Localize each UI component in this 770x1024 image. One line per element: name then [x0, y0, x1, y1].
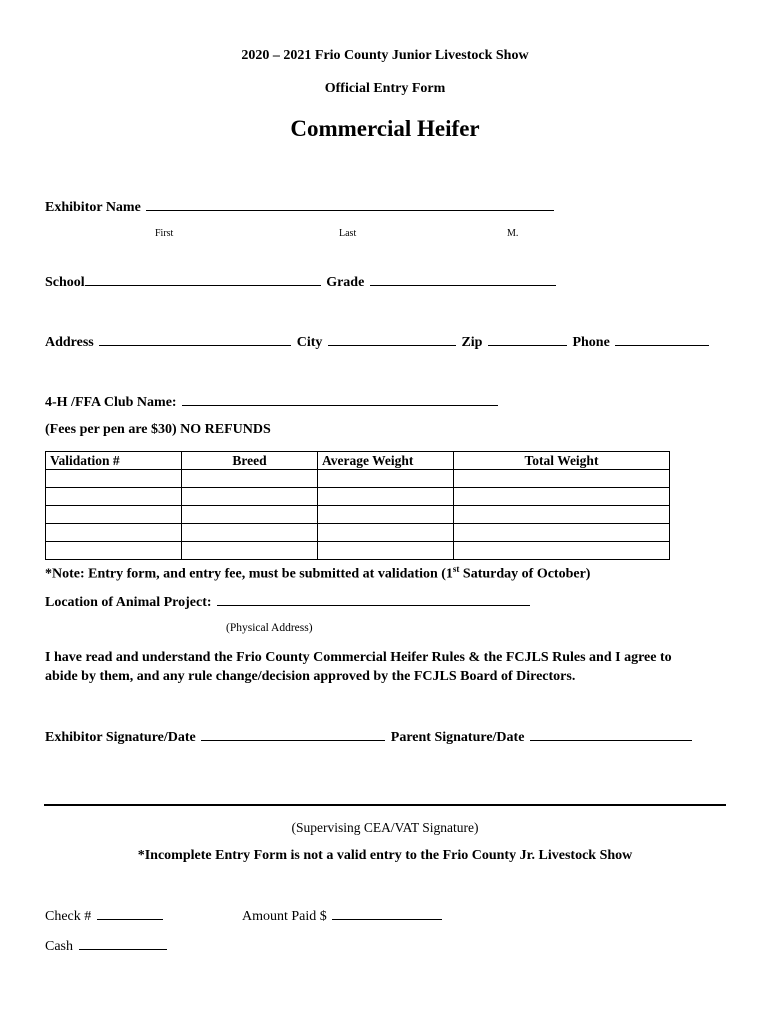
table-cell[interactable] [182, 524, 318, 542]
table-row [46, 542, 670, 560]
address-row [45, 333, 711, 351]
cash-row [45, 937, 169, 955]
table-cell[interactable] [182, 506, 318, 524]
supervisor-signature-line[interactable] [44, 804, 726, 806]
address-label: Address [45, 335, 94, 350]
table-cell[interactable] [454, 470, 670, 488]
table-cell[interactable] [46, 524, 182, 542]
table-header-row [46, 452, 670, 470]
school-field[interactable] [85, 273, 321, 286]
club-label: 4-H /FFA Club Name: [45, 395, 177, 410]
note-text-start: *Note: Entry form, and entry fee, must be submitted at validation (1 [45, 566, 453, 582]
table-row [46, 524, 670, 542]
agreement-line-1: I have read and understand the Frio County Commercial Heifer Rules & the FCJLS Rules and I agree to [45, 650, 672, 665]
first-name-caption: First [155, 228, 174, 239]
exhibitor-name-field[interactable] [146, 198, 554, 211]
location-label: Location of Animal Project: [45, 595, 212, 610]
table-cell[interactable] [46, 506, 182, 524]
location-field[interactable] [217, 593, 530, 606]
table-row [46, 488, 670, 506]
club-row [45, 393, 500, 411]
check-field[interactable] [97, 907, 163, 920]
amount-field[interactable] [332, 907, 442, 920]
note-text-end: Saturday of October) [459, 566, 591, 582]
phone-field[interactable] [615, 333, 709, 346]
school-grade-row [45, 273, 558, 291]
table-cell[interactable] [454, 542, 670, 560]
table-cell[interactable] [454, 506, 670, 524]
table-cell[interactable] [182, 488, 318, 506]
table-cell[interactable] [454, 524, 670, 542]
signature-row [45, 728, 694, 746]
table-row [46, 470, 670, 488]
agreement-line-2: abide by them, and any rule change/decision approved by the FCJLS Board of Directors. [45, 669, 576, 684]
exhibitor-name-row [45, 198, 556, 216]
club-field[interactable] [182, 393, 498, 406]
location-row [45, 593, 532, 611]
parent-signature-label: Parent Signature/Date [390, 730, 525, 745]
check-label: Check # [45, 909, 92, 924]
table-row [46, 506, 670, 524]
table-cell[interactable] [182, 470, 318, 488]
exhibitor-signature-label: Exhibitor Signature/Date [45, 730, 196, 745]
table-cell[interactable] [46, 470, 182, 488]
page-title: Commercial Heifer [290, 116, 480, 141]
grade-field[interactable] [370, 273, 556, 286]
col-total-weight: Total Weight [454, 452, 670, 470]
table-cell[interactable] [46, 488, 182, 506]
table-cell[interactable] [46, 542, 182, 560]
exhibitor-signature-field[interactable] [201, 728, 385, 741]
last-name-caption: Last [339, 228, 357, 239]
physical-address-caption: (Physical Address) [226, 622, 313, 634]
table-cell[interactable] [318, 488, 454, 506]
phone-label: Phone [572, 335, 610, 350]
table-cell[interactable] [318, 542, 454, 560]
entry-table [45, 451, 670, 560]
table-cell[interactable] [318, 506, 454, 524]
note-superscript: st [452, 564, 460, 574]
show-title: 2020 – 2021 Frio County Junior Livestock Show [241, 48, 529, 63]
fees-note: (Fees per pen are $30) NO REFUNDS [45, 422, 271, 437]
supervisor-signature-caption: (Supervising CEA/VAT Signature) [291, 820, 479, 835]
amount-row [242, 907, 444, 925]
zip-label: Zip [461, 335, 483, 350]
grade-label: Grade [326, 275, 365, 290]
cash-field[interactable] [79, 937, 167, 950]
zip-field[interactable] [488, 333, 567, 346]
col-validation: Validation # [46, 452, 182, 470]
form-subtitle: Official Entry Form [324, 81, 446, 96]
col-average-weight: Average Weight [318, 452, 454, 470]
col-breed: Breed [182, 452, 318, 470]
city-label: City [296, 335, 323, 350]
check-row [45, 907, 165, 925]
parent-signature-field[interactable] [530, 728, 692, 741]
middle-initial-caption: M. [507, 228, 519, 239]
table-cell[interactable] [182, 542, 318, 560]
submission-note [45, 564, 590, 583]
city-field[interactable] [328, 333, 456, 346]
exhibitor-name-label: Exhibitor Name [45, 200, 141, 215]
table-cell[interactable] [318, 470, 454, 488]
table-cell[interactable] [454, 488, 670, 506]
school-label: School [45, 275, 85, 290]
cash-label: Cash [45, 939, 73, 954]
incomplete-warning: *Incomplete Entry Form is not a valid entry to the Frio County Jr. Livestock Show [137, 848, 633, 863]
amount-label: Amount Paid $ [242, 909, 327, 924]
table-cell[interactable] [318, 524, 454, 542]
address-field[interactable] [99, 333, 291, 346]
